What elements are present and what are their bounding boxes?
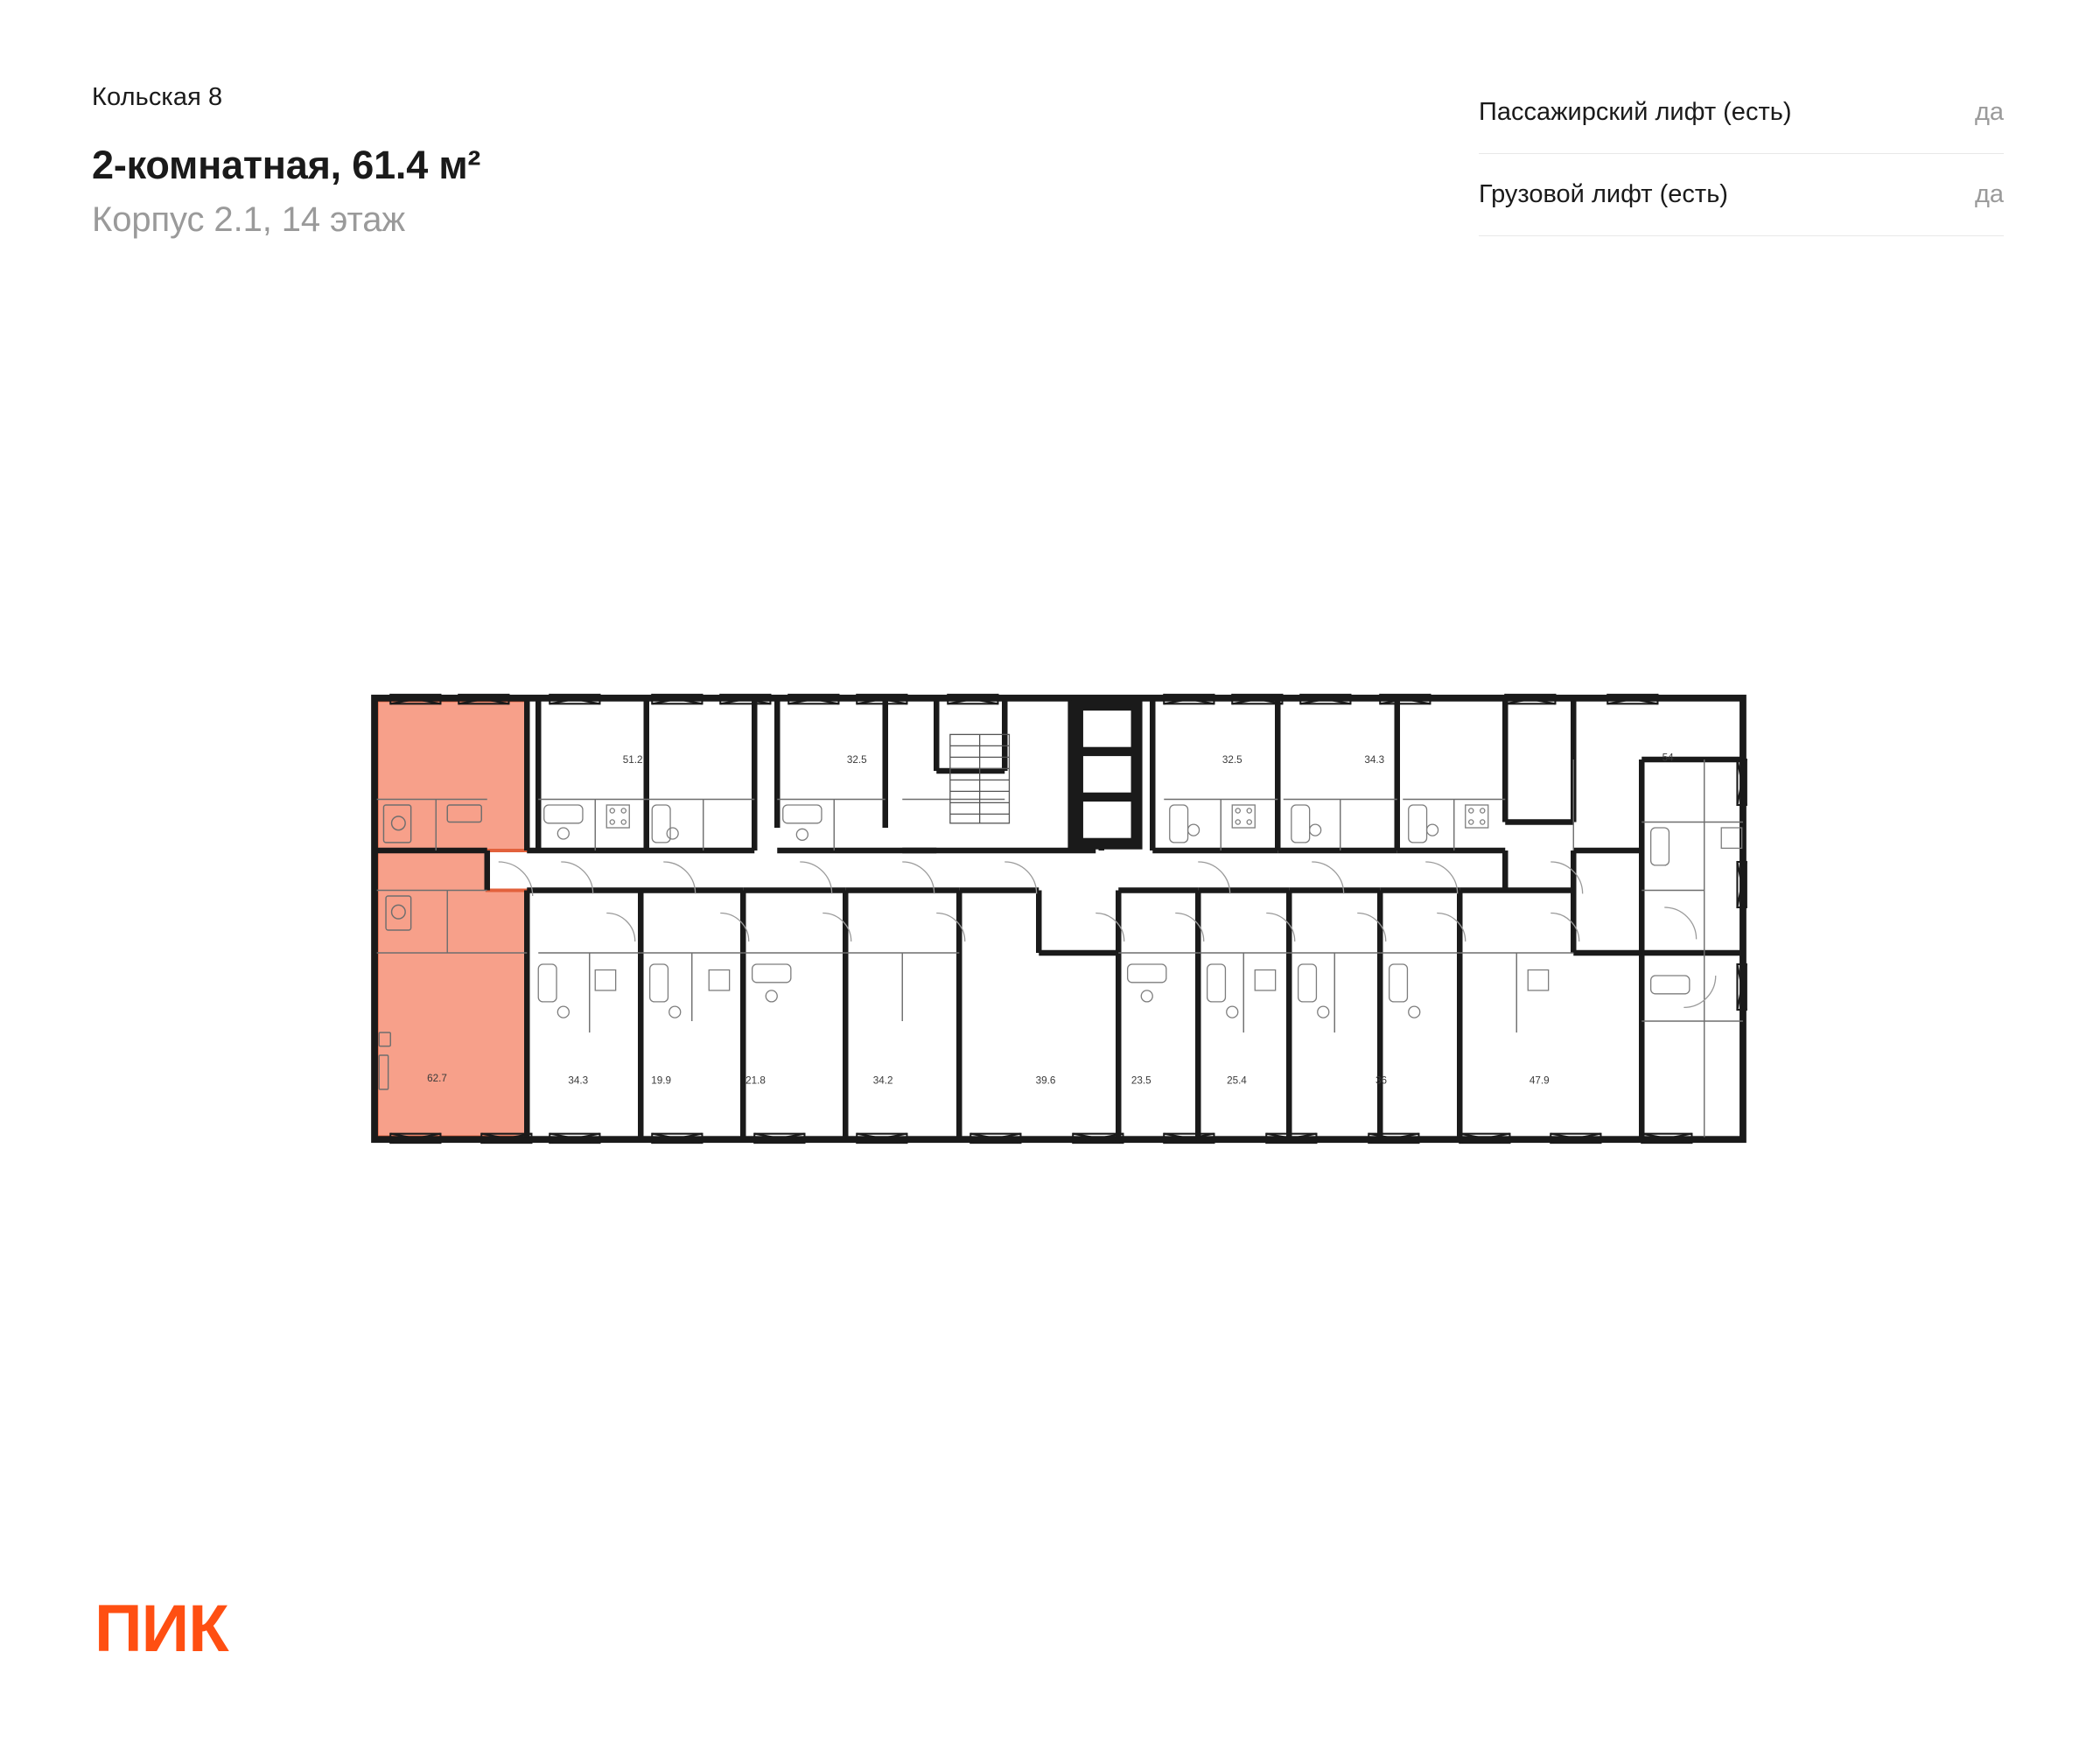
- area-label: 25.4: [1227, 1074, 1247, 1087]
- table-row: [1479, 72, 2004, 154]
- area-label: 51.2: [622, 753, 643, 766]
- floor-plan: [350, 691, 1768, 1146]
- page-subtitle: Корпус 2.1, 14 этаж: [92, 200, 406, 239]
- complex-name: Кольская 8: [92, 83, 223, 111]
- table-row: [1479, 154, 2004, 236]
- info-value-freight-elevator: да: [1974, 180, 2004, 208]
- info-value-passenger-elevator: да: [1974, 98, 2004, 126]
- page-title: 2-комнатная, 61.4 м²: [92, 143, 481, 187]
- area-label: 34.3: [568, 1074, 589, 1087]
- area-label: 23.5: [1130, 1074, 1152, 1087]
- area-label: 19.9: [651, 1074, 672, 1087]
- area-label: 21.8: [746, 1074, 766, 1087]
- info-label-freight-elevator: Грузовой лифт (есть): [1479, 180, 1728, 208]
- stove-icon: [595, 805, 1741, 990]
- staircase-icon: [950, 734, 1010, 822]
- area-label: 62.7: [427, 1072, 447, 1084]
- door-swings: [499, 862, 1716, 1007]
- outer-walls: [374, 698, 1743, 1139]
- area-label: 36: [1376, 1074, 1388, 1087]
- area-label: 32.5: [1222, 753, 1242, 766]
- area-label: 34.3: [1364, 753, 1385, 766]
- area-label: 54: [1662, 752, 1674, 764]
- info-label-passenger-elevator: Пассажирский лифт (есть): [1479, 98, 1792, 126]
- area-labels: [427, 752, 1674, 1086]
- area-label: 47.9: [1529, 1074, 1550, 1087]
- floor-plan-svg: [350, 691, 1768, 1146]
- pik-logo: ПИК: [94, 1592, 228, 1666]
- area-label: 39.6: [1035, 1074, 1056, 1087]
- area-label: 32.5: [846, 753, 867, 766]
- interior-walls: [374, 700, 1743, 1137]
- page-header: [92, 83, 967, 240]
- area-label: 34.2: [872, 1074, 893, 1087]
- building-info-table: [1479, 72, 2004, 236]
